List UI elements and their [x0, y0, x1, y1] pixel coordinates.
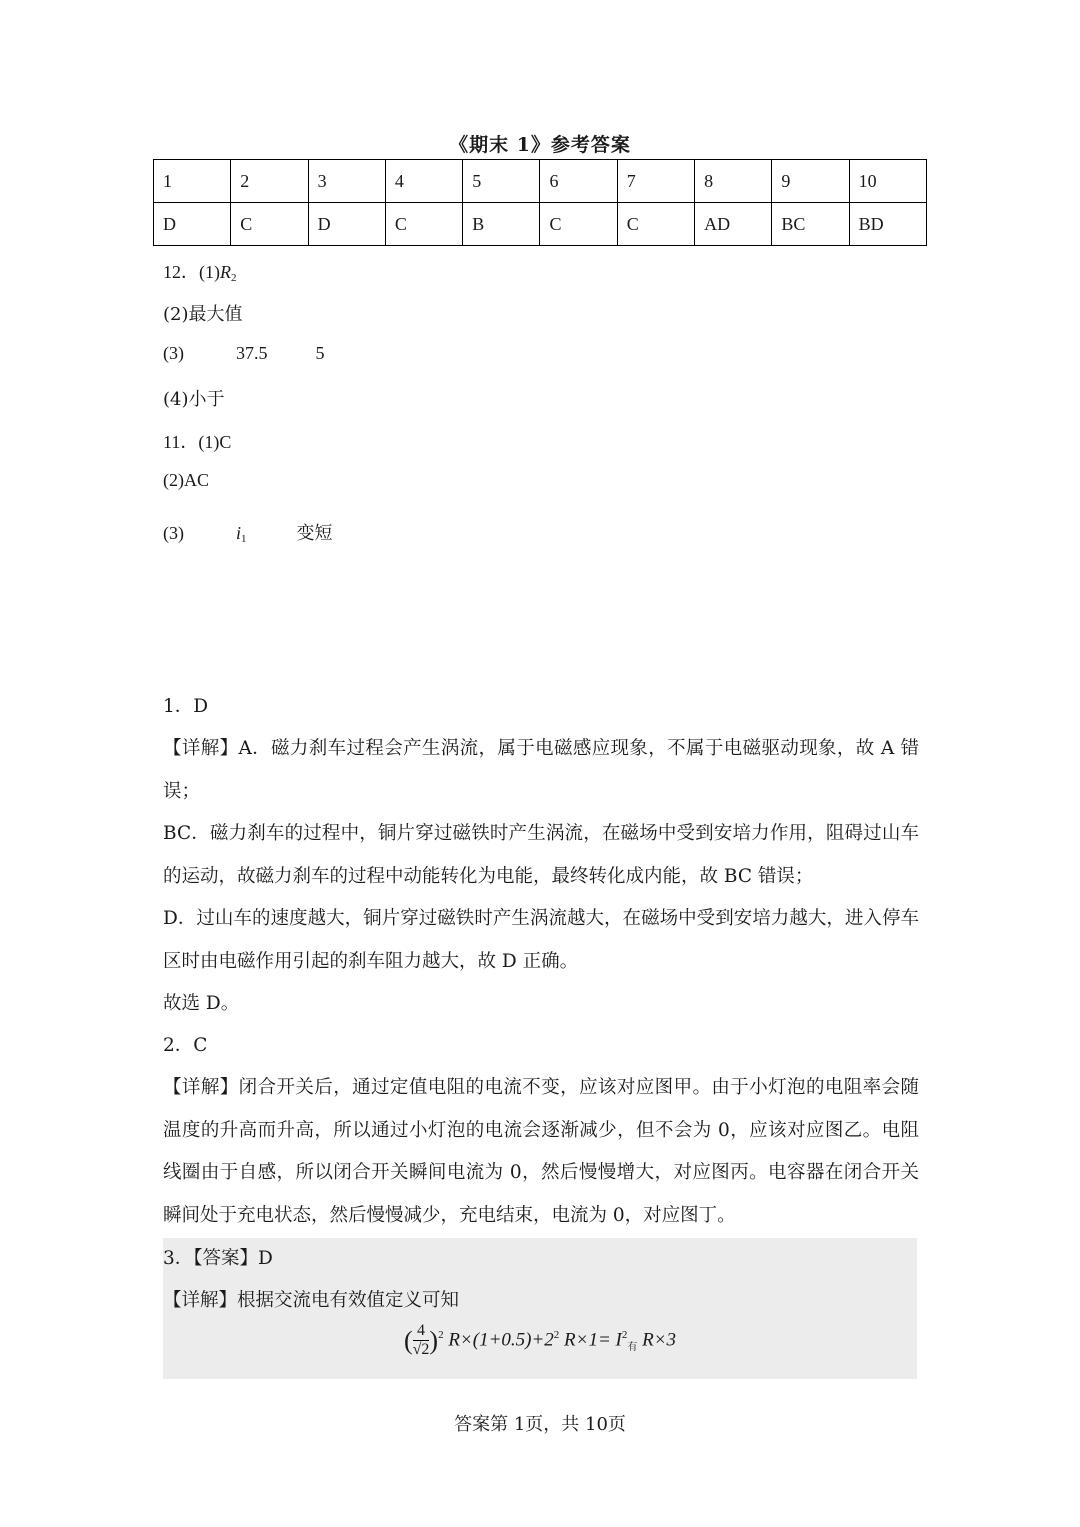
table-cell: 8	[695, 160, 772, 203]
formula-fraction	[413, 1322, 430, 1360]
q12-part2: (2)最大值	[163, 304, 243, 325]
table-cell: 5	[463, 160, 540, 203]
table-cell: C	[617, 203, 694, 246]
table-cell: BC	[772, 203, 849, 246]
formula-denominator: √2	[412, 1341, 430, 1359]
formula-paren-close: )	[429, 1325, 439, 1355]
q11-part2: (2)AC	[163, 470, 209, 490]
formula-numerator: 4	[413, 1322, 430, 1341]
answer-table	[153, 159, 927, 246]
q11-part3-value: 变短	[296, 523, 333, 544]
table-cell: 3	[308, 160, 385, 203]
rms-formula	[0, 1322, 1080, 1360]
q1-header: 1．D	[163, 696, 209, 717]
table-cell: D	[154, 203, 231, 246]
table-cell: 9	[772, 160, 849, 203]
q12-part3-value2: 5	[315, 343, 325, 363]
q12-part3-label: (3)	[163, 343, 184, 363]
q12-part4: (4)小于	[163, 389, 225, 410]
q3-header: 3．【答案】D	[163, 1248, 273, 1269]
answer-table-answer-row	[154, 203, 927, 246]
q12-part3	[163, 343, 325, 364]
q2-header: 2．C	[163, 1035, 208, 1056]
q11-part3-var: i	[236, 523, 242, 543]
table-cell: 10	[849, 160, 926, 203]
table-cell: C	[385, 203, 462, 246]
answer-table-header-row	[154, 160, 927, 203]
formula-current: I	[615, 1329, 622, 1351]
q11-part3-sub: 1	[241, 533, 247, 545]
q2-detail: 【详解】闭合开关后，通过定值电阻的电流不变，应该对应图甲。由于小灯泡的电阻率会随温度的升高而升高，所以通过小灯泡的电流会逐渐减少，但不会为 0，应该对应图乙。电阻线圈由于自感，所以闭合开关瞬间电流为 0，然后慢慢增大，对应图丙。电容器在闭合开关瞬间处于充电状态，然后慢慢减少，充电结束，电流为 0，对应图丁。	[163, 1077, 919, 1226]
q1-detail-d: D．过山车的速度越大，铜片穿过磁铁时产生涡流越大，在磁场中受到安培力越大，进入停车区时由电磁作用引起的刹车阻力越大，故 D 正确。	[163, 908, 919, 972]
formula-paren-open: (	[403, 1325, 413, 1355]
table-cell: D	[308, 203, 385, 246]
table-cell: 7	[617, 160, 694, 203]
q3-detail: 【详解】根据交流电有效值定义可知	[163, 1290, 460, 1311]
q1-conclusion: 故选 D。	[163, 993, 240, 1014]
formula-middle: R×(1+0.5)+2	[448, 1329, 554, 1351]
table-cell: 4	[385, 160, 462, 203]
document-title: 《期末 1》参考答案	[449, 134, 631, 156]
q11-part3-label: (3)	[163, 523, 184, 543]
q11-part1: 11．(1)C	[163, 432, 232, 452]
q12-part1-prefix: 12．(1)	[163, 262, 220, 282]
q1-detail-bc: BC．磁力刹车的过程中，铜片穿过磁铁时产生涡流，在磁场中受到安培力作用，阻碍过山车的运动，故磁力刹车的过程中动能转化为电能，最终转化成内能，故 BC 错误；	[163, 823, 919, 887]
page-footer: 答案第 1页，共 10页	[454, 1414, 626, 1435]
table-cell: C	[231, 203, 308, 246]
formula-sup-1: 2	[438, 1328, 444, 1341]
q12-part3-value1: 37.5	[236, 343, 268, 363]
q12-part1-sub: 2	[231, 272, 237, 284]
formula-current-sup: 2	[621, 1328, 628, 1341]
formula-current-sub: 有	[627, 1342, 638, 1354]
table-cell: B	[463, 203, 540, 246]
table-cell: 1	[154, 160, 231, 203]
formula-middle-2: R×1=	[564, 1329, 611, 1351]
table-cell: BD	[849, 203, 926, 246]
table-cell: 2	[231, 160, 308, 203]
q12-part1-var: R	[220, 262, 231, 282]
q1-detail-a: 【详解】A．磁力刹车过程会产生涡流，属于电磁感应现象，不属于电磁驱动现象，故 A 错误；	[163, 738, 919, 802]
formula-end: R×3	[642, 1329, 677, 1351]
table-cell: C	[540, 203, 617, 246]
q11-part3	[163, 519, 333, 545]
table-cell: 6	[540, 160, 617, 203]
formula-sup-2: 2	[553, 1328, 560, 1341]
table-cell: AD	[695, 203, 772, 246]
q12-part1	[163, 258, 237, 284]
